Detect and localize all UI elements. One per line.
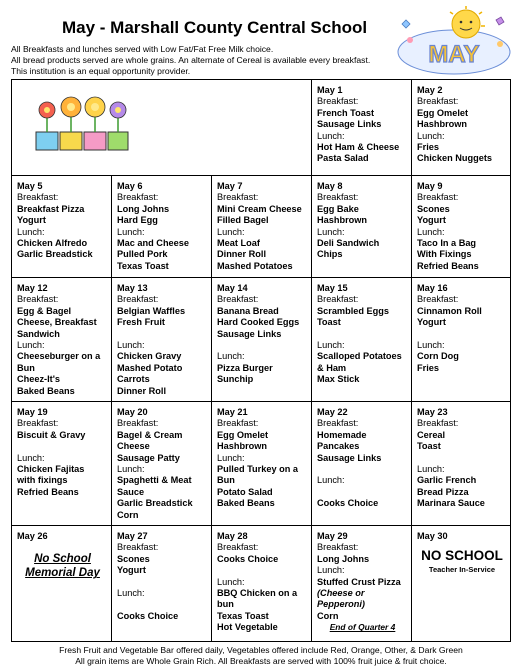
menu-item: Hashbrown (317, 215, 368, 226)
breakfast-label: Breakfast: (317, 192, 359, 203)
lunch-label: Lunch: (417, 464, 445, 475)
menu-item: Baked Beans (217, 498, 275, 509)
menu-item: Chicken Gravy (117, 351, 182, 362)
menu-item: Scones (417, 203, 450, 214)
day-date: May 21 (217, 407, 248, 417)
lunch-label: Lunch: (17, 226, 45, 237)
menu-item: Sausage Patty (117, 452, 180, 463)
lunch-label: Lunch: (17, 452, 45, 463)
menu-item: Biscuit & Gravy (17, 429, 86, 440)
menu-item: Egg Omelet (417, 107, 469, 118)
menu-item: Cooks Choice (217, 553, 279, 564)
menu-item: Refried Beans (417, 260, 479, 271)
day-cell-may26 (12, 526, 112, 641)
menu-item: Mac and Cheese (117, 238, 189, 249)
menu-item: Chicken Alfredo (17, 238, 88, 249)
day-cell-may6 (112, 176, 212, 278)
menu-item: Chicken Nuggets (417, 153, 493, 164)
menu-item: with fixings (17, 475, 68, 486)
menu-item: Egg & Bagel (17, 305, 72, 316)
day-cell-may5 (12, 176, 112, 278)
menu-item: Sausage Links (217, 328, 282, 339)
breakfast-label: Breakfast: (17, 192, 59, 203)
menu-item: Hashbrown (217, 441, 268, 452)
breakfast-label: Breakfast: (317, 418, 359, 429)
menu-item: Corn (317, 610, 339, 621)
menu-item: Belgian Waffles (117, 305, 186, 316)
menu-item: Sandwich (17, 328, 60, 339)
menu-item: Marinara Sauce (417, 498, 485, 509)
menu-item: Garlic French (417, 475, 477, 486)
menu-item: Max Stick (317, 374, 360, 385)
menu-item: Hard Egg (117, 215, 158, 226)
day-cell-may19 (12, 402, 112, 526)
lunch-label: Lunch: (217, 351, 245, 362)
lunch-label: Lunch: (117, 588, 145, 599)
lunch-label: Lunch: (217, 576, 245, 587)
menu-item: Bun (17, 362, 35, 373)
menu-item: Cheese, Breakfast (17, 317, 97, 328)
menu-item: Bread Pizza (417, 486, 469, 497)
menu-item: Mini Cream Cheese (217, 203, 302, 214)
menu-item: Pepperoni) (317, 599, 365, 610)
breakfast-label: Breakfast: (417, 192, 459, 203)
note-line: Memorial Day (25, 567, 100, 580)
end-of-quarter-note: End of Quarter 4 (329, 622, 396, 633)
menu-item: bun (217, 599, 234, 610)
menu-item: Long Johns (317, 553, 370, 564)
lunch-label: Lunch: (317, 475, 345, 486)
day-cell-may14 (212, 278, 312, 402)
breakfast-label: Breakfast: (17, 294, 59, 305)
day-date: May 20 (117, 407, 148, 417)
menu-item: Baked Beans (17, 385, 75, 396)
may-logo-icon (392, 4, 514, 78)
footer-line: Fresh Fruit and Vegetable Bar offered daily, Vegetables offered include Red, Orange, Other, & Dark Green (59, 645, 463, 655)
note-line: All bread products served are whole grains. An alternate of Cereal is available every breakfast. (11, 55, 371, 65)
lunch-label: Lunch: (117, 464, 145, 475)
breakfast-label: Breakfast: (17, 418, 59, 429)
day-date: May 23 (417, 407, 448, 417)
menu-item: Sausage Links (317, 452, 382, 463)
menu-item: Bagel & Cream (117, 429, 183, 440)
menu-item: With Fixings (417, 249, 472, 260)
day-date: May 5 (17, 181, 43, 191)
menu-item: Cheez-It's (17, 374, 61, 385)
day-cell-may9 (412, 176, 510, 278)
menu-item: Long Johns (117, 203, 170, 214)
menu-item: Yogurt (17, 215, 46, 226)
no-school-note (17, 552, 108, 580)
day-cell-may7 (212, 176, 312, 278)
menu-item: Breakfast Pizza (17, 203, 85, 214)
menu-item: Scrambled Eggs (317, 305, 389, 316)
menu-item: Texas Toast (117, 260, 169, 271)
breakfast-label: Breakfast: (417, 418, 459, 429)
menu-item: Taco In a Bag (417, 238, 477, 249)
menu-item: BBQ Chicken on a (217, 588, 298, 599)
menu-item: Cereal (417, 429, 446, 440)
menu-item: Cheeseburger on a (17, 351, 101, 362)
menu-item: Potato Salad (217, 486, 273, 497)
lunch-label: Lunch: (417, 130, 445, 141)
day-date: May 9 (417, 181, 443, 191)
menu-item: Bun (217, 475, 235, 486)
menu-item: Texas Toast (217, 610, 269, 621)
day-date: May 19 (17, 407, 48, 417)
breakfast-label: Breakfast: (317, 542, 359, 553)
menu-item: Mashed Potato (117, 362, 183, 373)
menu-item: Filled Bagel (217, 215, 269, 226)
menu-item: Hot Ham & Cheese (317, 142, 400, 153)
day-date: May 27 (117, 531, 148, 541)
lunch-label: Lunch: (417, 226, 445, 237)
day-cell-may12 (12, 278, 112, 402)
note-line: No School (34, 553, 91, 566)
menu-item: Cooks Choice (317, 498, 379, 509)
breakfast-label: Breakfast: (217, 418, 259, 429)
breakfast-label: Breakfast: (317, 96, 359, 107)
menu-item: Stuffed Crust Pizza (317, 576, 401, 587)
menu-item: Cooks Choice (117, 610, 179, 621)
menu-item: Dinner Roll (217, 249, 267, 260)
menu-item: Sauce (117, 486, 145, 497)
breakfast-label: Breakfast: (217, 294, 259, 305)
day-date: May 12 (17, 283, 48, 293)
lunch-label: Lunch: (417, 340, 445, 351)
footer-line: All grain items are Whole Grain Rich. All Breakfasts are served with 100% fruit juice & fruit choice. (75, 656, 447, 666)
day-cell-may21 (212, 402, 312, 526)
breakfast-label: Breakfast: (217, 192, 259, 203)
day-date: May 30 (417, 531, 448, 541)
day-date: May 26 (17, 531, 48, 541)
breakfast-label: Breakfast: (117, 542, 159, 553)
day-date: May 2 (417, 85, 443, 95)
note-line: This institution is an equal opportunity provider. (11, 66, 191, 76)
day-date: May 8 (317, 181, 343, 191)
flowers-icon (32, 92, 132, 154)
menu-item: French Toast (317, 107, 375, 118)
header-notes (11, 44, 370, 77)
day-cell-may15 (312, 278, 412, 402)
day-cell-may1 (312, 80, 412, 176)
lunch-label: Lunch: (217, 226, 245, 237)
flower-cell (12, 80, 312, 176)
note-line: All Breakfasts and lunches served with Low Fat/Fat Free Milk choice. (11, 44, 274, 54)
menu-item: Cinnamon Roll (417, 305, 482, 316)
menu-item: Egg Bake (317, 203, 359, 214)
menu-item: Fries (417, 142, 439, 153)
day-cell-may22 (312, 402, 412, 526)
menu-item: Fries (417, 362, 439, 373)
menu-item: Hard Cooked Eggs (217, 317, 300, 328)
menu-item: Deli Sandwich (317, 238, 380, 249)
menu-calendar (11, 79, 511, 642)
menu-item: Garlic Breadstick (17, 249, 93, 260)
menu-item: Mashed Potatoes (217, 260, 293, 271)
day-date: May 6 (117, 181, 143, 191)
menu-item: Hot Vegetable (217, 622, 278, 633)
menu-item: Sunchip (217, 374, 254, 385)
lunch-label: Lunch: (117, 226, 145, 237)
lunch-label: Lunch: (317, 226, 345, 237)
menu-item: Meat Loaf (217, 238, 260, 249)
day-date: May 15 (317, 283, 348, 293)
menu-item: Spaghetti & Meat (117, 475, 192, 486)
menu-item: Sausage Links (317, 119, 382, 130)
menu-item: Scalloped Potatoes (317, 351, 402, 362)
menu-item: Hashbrown (417, 119, 468, 130)
menu-item: Yogurt (417, 215, 446, 226)
day-date: May 28 (217, 531, 248, 541)
logo-text: MAY (428, 41, 480, 68)
menu-item: Garlic Breadstick (117, 498, 193, 509)
day-cell-may27 (112, 526, 212, 641)
menu-item: Egg Omelet (217, 429, 269, 440)
day-cell-may2 (412, 80, 510, 176)
lunch-label: Lunch: (317, 340, 345, 351)
menu-item: Toast (417, 441, 441, 452)
day-cell-may29 (312, 526, 412, 641)
page-title: May - Marshall County Central School (62, 18, 368, 37)
no-school-note: NO SCHOOL (421, 548, 503, 564)
breakfast-label: Breakfast: (317, 294, 359, 305)
menu-item: Corn (117, 509, 139, 520)
menu-item: Chips (317, 249, 343, 260)
menu-item: Homemade (317, 429, 367, 440)
menu-item: Scones (117, 553, 150, 564)
day-date: May 1 (317, 85, 343, 95)
menu-item: Pancakes (317, 441, 360, 452)
lunch-label: Lunch: (217, 452, 245, 463)
menu-item: Yogurt (417, 317, 446, 328)
day-cell-may13 (112, 278, 212, 402)
day-date: May 13 (117, 283, 148, 293)
menu-item: Cheese (117, 441, 150, 452)
breakfast-label: Breakfast: (417, 294, 459, 305)
lunch-label: Lunch: (317, 565, 345, 576)
breakfast-label: Breakfast: (417, 96, 459, 107)
day-cell-may30 (412, 526, 510, 641)
footer-notes (0, 645, 522, 667)
breakfast-label: Breakfast: (217, 542, 259, 553)
menu-item: Pizza Burger (217, 362, 273, 373)
day-cell-may16 (412, 278, 510, 402)
day-cell-may28 (212, 526, 312, 641)
menu-item: & Ham (317, 362, 347, 373)
lunch-label: Lunch: (17, 340, 45, 351)
menu-item: (Cheese or (317, 588, 365, 599)
menu-item: Carrots (117, 374, 150, 385)
menu-item: Pasta Salad (317, 153, 369, 164)
menu-item: Dinner Roll (117, 385, 167, 396)
day-cell-may23 (412, 402, 510, 526)
menu-item: Fresh Fruit (117, 317, 165, 328)
breakfast-label: Breakfast: (117, 418, 159, 429)
menu-item: Yogurt (117, 565, 146, 576)
menu-item: Refried Beans (17, 486, 79, 497)
teacher-inservice-note: Teacher In-Service (428, 564, 496, 574)
menu-item: Corn Dog (417, 351, 459, 362)
day-date: May 22 (317, 407, 348, 417)
day-date: May 14 (217, 283, 248, 293)
day-cell-may20 (112, 402, 212, 526)
menu-item: Chicken Fajitas (17, 464, 85, 475)
lunch-label: Lunch: (317, 130, 345, 141)
breakfast-label: Breakfast: (117, 192, 159, 203)
day-date: May 16 (417, 283, 448, 293)
day-cell-may8 (312, 176, 412, 278)
day-date: May 29 (317, 531, 348, 541)
breakfast-label: Breakfast: (117, 294, 159, 305)
day-date: May 7 (217, 181, 243, 191)
menu-item: Toast (317, 317, 341, 328)
menu-item: Pulled Pork (117, 249, 168, 260)
menu-item: Banana Bread (217, 305, 279, 316)
lunch-label: Lunch: (117, 340, 145, 351)
menu-item: Pulled Turkey on a (217, 464, 299, 475)
